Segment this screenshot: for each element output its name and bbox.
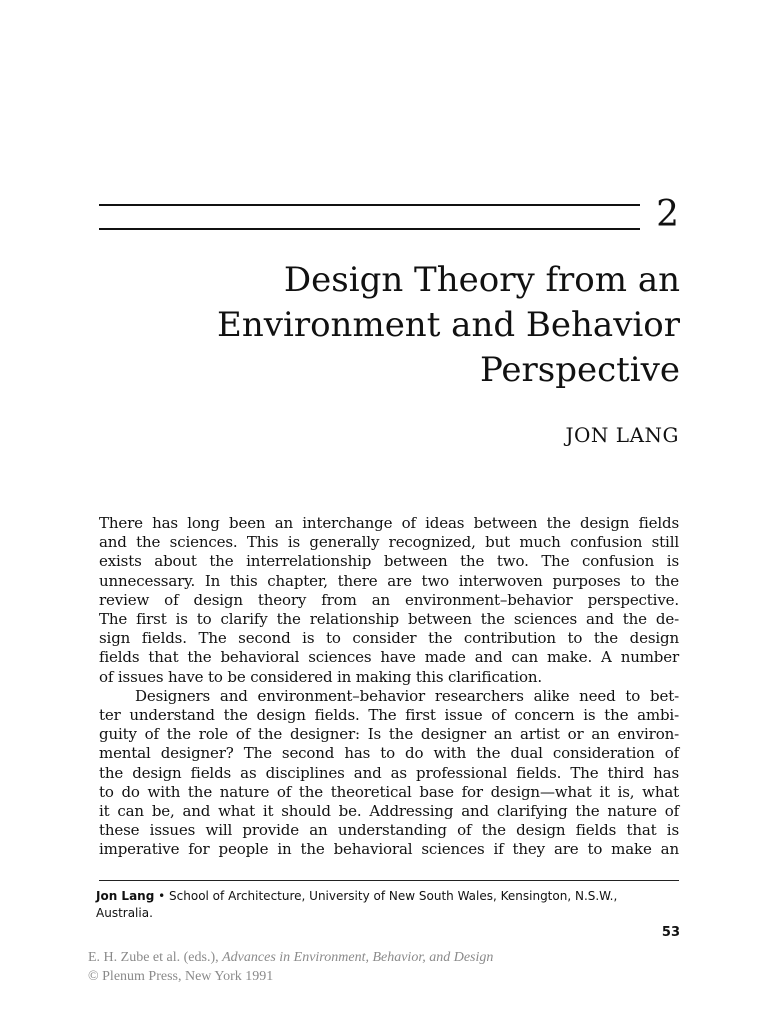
footnote-separator: •	[154, 889, 170, 903]
chapter-number: 2	[656, 194, 679, 235]
author-name: JON LANG	[565, 423, 679, 447]
body-line: these issues will provide an understanding of the design fields that is	[99, 821, 679, 840]
page-number: 53	[661, 925, 680, 940]
title-line: Perspective	[480, 350, 680, 390]
source-editors: E. H. Zube et al. (eds.),	[88, 950, 223, 965]
body-line: ter understand the design fields. The first issue of concern is the ambi-	[99, 706, 679, 725]
chapter-rule-bottom	[99, 228, 640, 230]
body-line: imperative for people in the behavioral sciences if they are to make an	[99, 840, 679, 859]
chapter-title	[99, 258, 680, 393]
body-line: of issues have to be considered in making this clarification.	[99, 667, 543, 686]
footnote-author: Jon Lang	[96, 889, 155, 903]
footnote-country: Australia.	[96, 906, 153, 920]
source-line-1	[88, 948, 493, 967]
body-line: to do with the nature of the theoretical base for design—what it is, what	[99, 782, 679, 801]
body-text	[99, 514, 679, 860]
body-line: review of design theory from an environment–behavior perspective.	[99, 590, 679, 609]
body-line: There has long been an interchange of ideas between the design fields	[99, 514, 679, 532]
footnote-rule	[99, 880, 679, 881]
body-line: fields that the behavioral sciences have made and can make. A number	[99, 648, 679, 667]
body-line: and the sciences. This is generally recognized, but much confusion still	[99, 533, 679, 552]
body-line: mental designer? The second has to do with the dual consideration of	[99, 744, 679, 763]
title-line: Design Theory from an	[283, 260, 680, 300]
body-line: guity of the role of the designer: Is the designer an artist or an environ-	[99, 725, 679, 744]
footnote-affiliation: School of Architecture, University of New South Wales, Kensington, N.S.W.,	[169, 889, 618, 903]
source-publisher: © Plenum Press, New York 1991	[88, 969, 274, 984]
source-book-title: Advances in Environment, Behavior, and Design	[222, 950, 494, 965]
body-line: The first is to clarify the relationship between the sciences and the de-	[99, 610, 679, 629]
body-line: sign fields. The second is to consider the contribution to the design	[99, 629, 679, 648]
body-line: it can be, and what it should be. Addressing and clarifying the nature of	[99, 802, 679, 821]
body-line: unnecessary. In this chapter, there are two interwoven purposes to the	[99, 571, 679, 590]
footnote	[96, 888, 684, 922]
body-line: the design fields as disciplines and as professional fields. The third has	[99, 763, 679, 782]
body-line: exists about the interrelationship between the two. The confusion is	[99, 552, 679, 571]
chapter-rule-top	[99, 204, 640, 206]
body-line: Designers and environment–behavior researchers alike need to bet-	[135, 686, 679, 705]
source-citation	[88, 948, 493, 986]
title-line: Environment and Behavior	[217, 305, 680, 345]
